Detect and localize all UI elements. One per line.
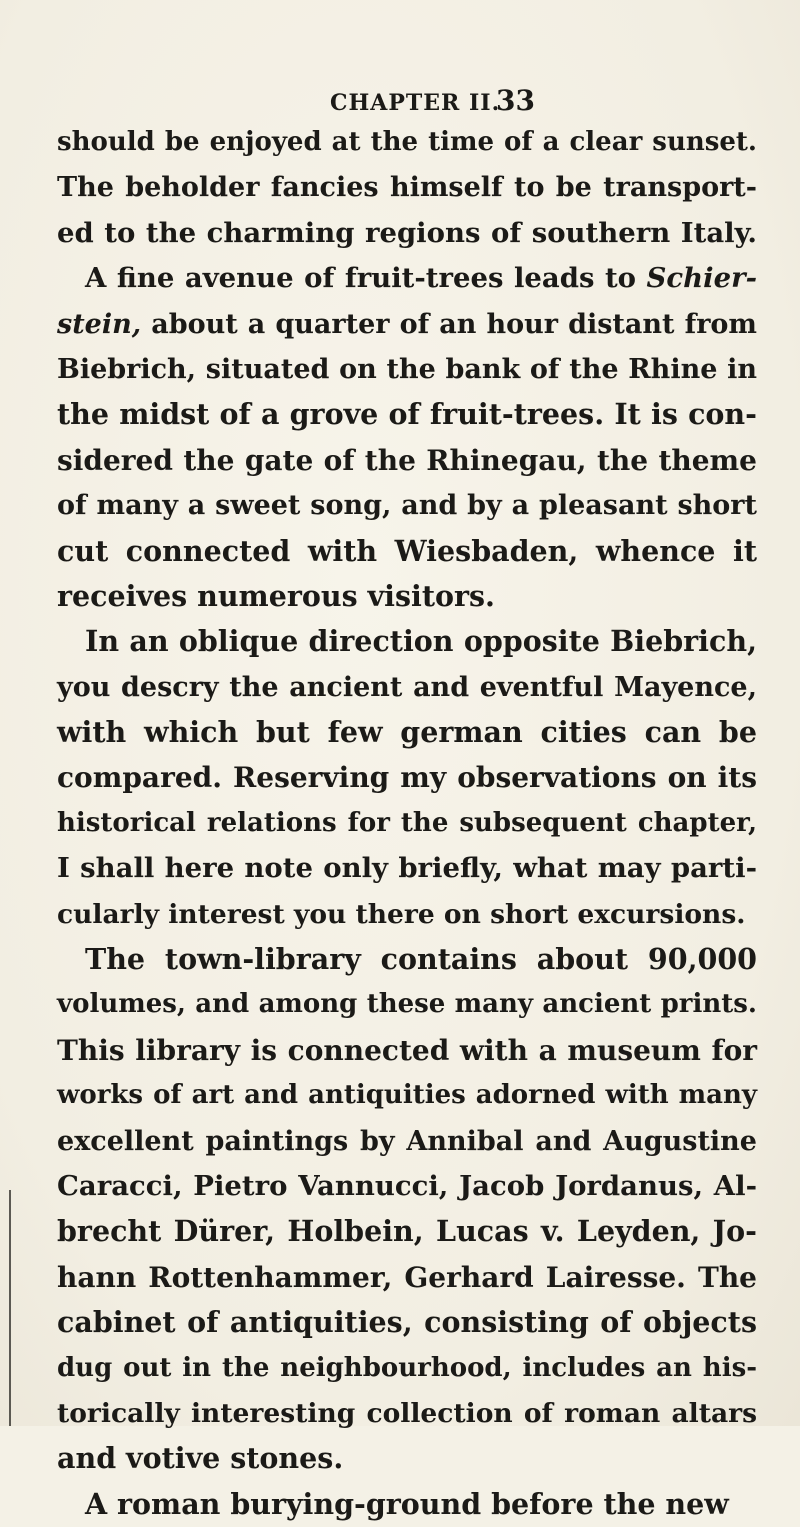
text-line: sidered the gate of the Rhinegau, the theme — [57, 443, 757, 477]
text-line: In an oblique direction opposite Biebrich, — [85, 624, 757, 659]
text-line: excellent paintings by Annibal and Augustine — [57, 1125, 757, 1157]
text-line: A roman burying-ground before the new — [85, 1486, 729, 1521]
page-edge-line — [9, 1190, 11, 1426]
text-fragment: about a quarter of an hour distant from — [151, 308, 757, 340]
text-line: volumes, and among these many ancient prints. — [57, 989, 757, 1020]
text-line: Biebrich, situated on the bank of the Rhine in — [57, 353, 757, 385]
text-line: should be enjoyed at the time of a clear sunset. — [57, 127, 757, 157]
page-number: 33 — [496, 84, 535, 117]
text-line: ed to the charming regions of southern Italy. — [57, 216, 757, 249]
text-line — [57, 256, 757, 301]
text-line: Caracci, Pietro Vannucci, Jacob Jordanus, Al- — [57, 1169, 757, 1202]
text-line: dug out in the neighbourhood, includes an his- — [57, 1352, 757, 1383]
text-line: the midst of a grove of fruit-trees. It is con- — [57, 397, 757, 432]
text-line — [57, 302, 757, 347]
italic-place-name: Schier- — [646, 262, 757, 295]
running-head: CHAPTER II. — [330, 90, 501, 116]
italic-place-name: stein, — [57, 308, 152, 340]
text-line: historical relations for the subsequent chapter, — [57, 807, 757, 838]
text-line: cut connected with Wiesbaden, whence it — [57, 533, 757, 568]
text-line: receives numerous visitors. — [57, 578, 495, 613]
text-line: cabinet of antiquities, consisting of objects — [57, 1305, 757, 1340]
page-header — [0, 84, 800, 124]
text-line: of many a sweet song, and by a pleasant short — [57, 490, 757, 522]
text-line: brecht Dürer, Holbein, Lucas v. Leyden, Jo- — [57, 1214, 757, 1249]
text-line: hann Rottenhammer, Gerhard Lairesse. The — [57, 1260, 757, 1294]
text-line: cularly interest you there on short excursions. — [57, 898, 746, 930]
text-line: works of art and antiquities adorned with many — [57, 1080, 757, 1111]
text-line: torically interesting collection of roman altars — [57, 1397, 757, 1429]
text-line: compared. Reserving my observations on its — [57, 761, 757, 795]
text-line: and votive stones. — [57, 1441, 344, 1476]
text-line: This library is connected with a museum for — [57, 1033, 757, 1067]
body-text — [57, 120, 757, 1527]
text-line: with which but few german cities can be — [57, 715, 757, 750]
text-line: you descry the ancient and eventful Mayence, — [57, 671, 757, 703]
text-line: I shall here note only briefly, what may parti- — [57, 852, 757, 885]
text-line: The beholder fancies himself to be transport- — [57, 172, 757, 204]
text-fragment: A fine avenue of fruit-trees leads to — [85, 262, 647, 295]
text-line: The town-library contains about 90,000 — [85, 942, 757, 977]
